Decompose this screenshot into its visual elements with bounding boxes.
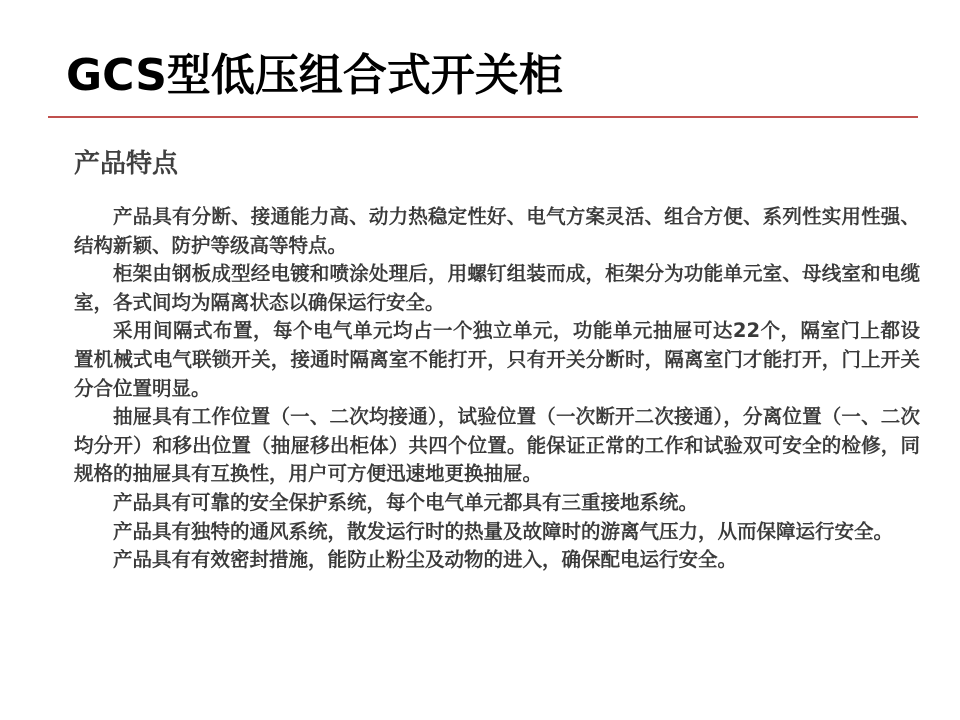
paragraph-breaking-capacity: 产品具有分断、接通能力高、动力热稳定性好、电气方案灵活、组合方便、系列性实用性强、结构新颖、防护等级高等特点。 [74,205,920,257]
paragraph-drawer-positions: 抽屉具有工作位置（一、二次均接通），试验位置（一次断开二次接通），分离位置（一、二次均分开）和移出位置（抽屉移出柜体）共四个位置。能保证正常的工作和试验双可安全的检修，同规格的抽屉具有互换性，用户可方便迅速地更换抽屉。 [74,405,920,486]
title-divider [48,116,918,118]
body-text [74,203,920,575]
paragraph-grounding-system: 产品具有可靠的安全保护系统，每个电气单元都具有三重接地系统。 [113,490,699,514]
paragraph-ventilation-system: 产品具有独特的通风系统，散发运行时的热量及故障时的游离气压力，从而保障运行安全。 [113,519,894,543]
section-heading: 产品特点 [74,149,179,179]
paragraph-sealing-measures: 产品具有有效密封措施，能防止粉尘及动物的进入，确保配电运行安全。 [113,548,738,572]
slide-title: GCS型低压组合式开关柜 [66,50,563,101]
paragraph-compartment-layout: 采用间隔式布置，每个电气单元均占一个独立单元，功能单元抽屉可达22个，隔室门上都设置机械式电气联锁开关，接通时隔离室不能打开，只有开关分断时，隔离室门才能打开，门上开关分合位置明显。 [74,319,920,400]
paragraph-frame-structure: 柜架由钢板成型经电镀和喷涂处理后，用螺钉组装而成，柜架分为功能单元室、母线室和电缆室，各式间均为隔离状态以确保运行安全。 [74,262,920,314]
